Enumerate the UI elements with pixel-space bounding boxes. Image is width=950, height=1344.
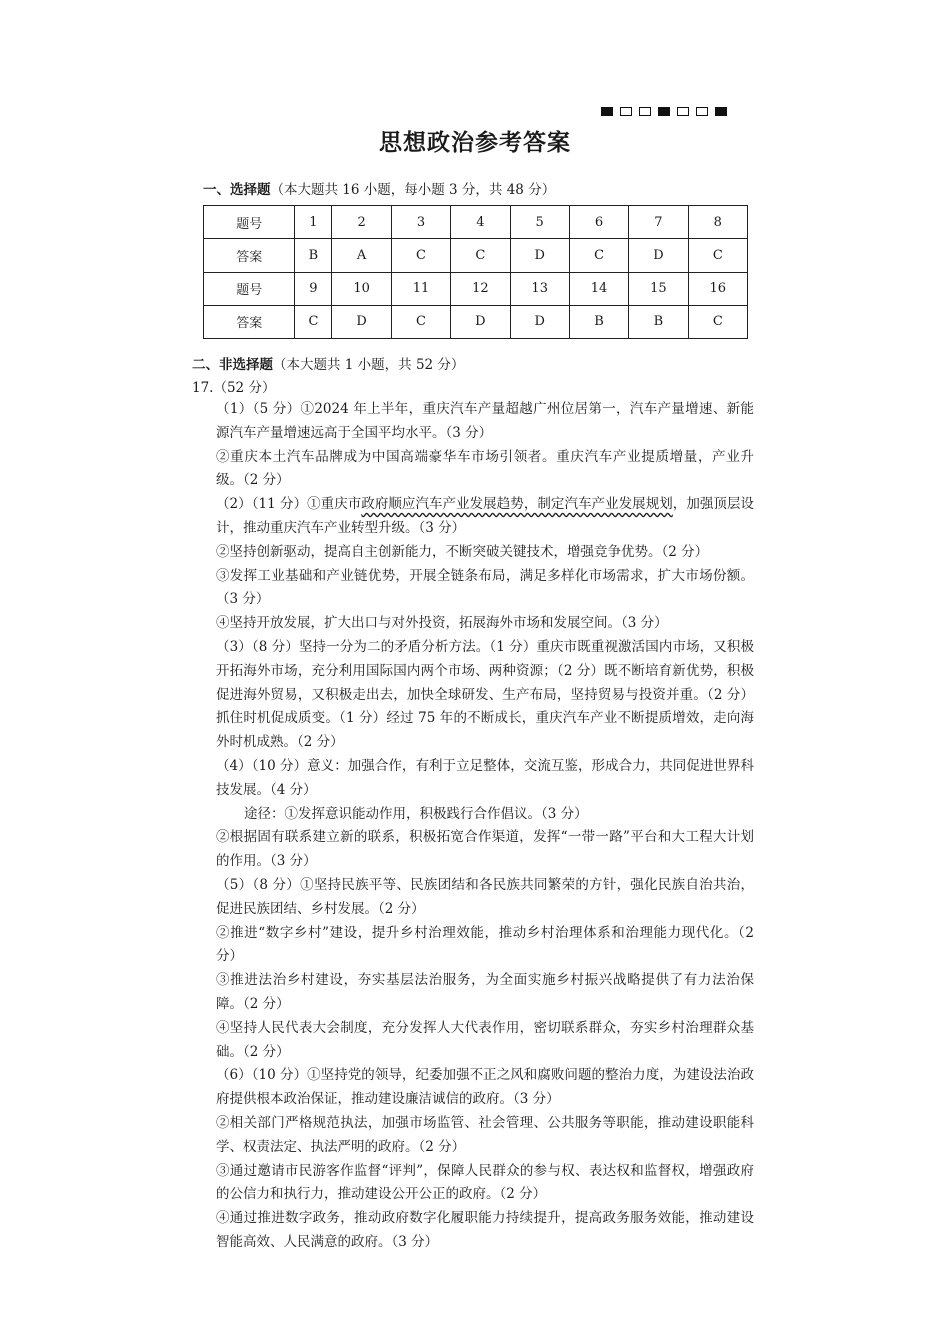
p3-prefix: （2）（11 分）①重庆市 [216,496,362,513]
header-marks [601,107,727,116]
answer-paragraph: ③推进法治乡村建设，夯实基层法治服务，为全面实施乡村振兴战略提供了有力法治保障。（2 分） [216,972,754,1012]
question-17-label: 17.（52 分） [192,380,276,396]
p3-suffix: ，加强顶层设计，推动重庆汽车产业转型升级。（3 分） [216,496,755,536]
answer-paragraph: ④坚持人民代表大会制度，充分发挥人大代表作用，密切联系群众，夯实乡村治理群众基础。（2 分） [216,1019,754,1060]
table-cell: 4 [451,206,510,239]
table-cell: 11 [391,272,450,305]
answer-paragraph: ②相关部门严格规范执法，加强市场监管、社会管理、公共服务等职能，推动建设职能科学、权责法定、执法严明的政府。（2 分） [216,1114,754,1155]
table-cell: A [332,239,391,272]
answer-paragraph: （4）（10 分）意义：加强合作，有利于立足整体，交流互鉴，形成合力，共同促进世界科技发展。（4 分） [216,757,754,798]
mark-empty [677,107,689,116]
table-cell: 16 [688,272,747,305]
mark-filled [601,107,613,116]
table-cell: D [629,239,688,272]
table-cell: D [451,305,510,338]
table-cell: D [510,305,569,338]
table-cell: 15 [629,272,688,305]
answer-paragraph: 途径：①发挥意识能动作用，积极践行合作倡议。（3 分） [244,805,588,822]
row-label-cell: 答案 [204,305,295,338]
wavy-underline-text: 政府顺应汽车产业发展趋势，制定汽车产业发展规划 [361,496,673,513]
table-row [204,272,748,305]
table-cell: C [295,305,332,338]
answer-paragraph: ③发挥工业基础和产业链优势，开展全链条布局，满足多样化市场需求，扩大市场份额。（3 分） [216,567,754,608]
table-cell: C [569,239,628,272]
answer-table [203,205,748,339]
answer-paragraph: ②重庆本土汽车品牌成为中国高端豪华车市场引领者。重庆汽车产业提质增量，产业升级。（2 分） [216,448,754,489]
answer-paragraph: ③通过邀请市民游客作监督“评判”，保障人民群众的参与权、表达权和监督权，增强政府的公信力和执行力，推动建设公开公正的政府。（2 分） [216,1162,754,1203]
table-cell: 8 [688,206,747,239]
answer-paragraph: ②坚持创新驱动，提高自主创新能力，不断突破关键技术，增强竞争优势。（2 分） [216,543,709,560]
table-cell: C [451,239,510,272]
answer-paragraph: ④坚持开放发展，扩大出口与对外投资，拓展海外市场和发展空间。（3 分） [216,615,668,632]
table-cell: 1 [295,206,332,239]
page-title: 思想政治参考答案 [379,129,571,156]
table-cell: C [391,239,450,272]
table-cell: D [510,239,569,272]
section1-title: 一、选择题 [203,182,271,198]
table-cell: C [391,305,450,338]
mark-filled [715,107,727,116]
table-cell: 10 [332,272,391,305]
table-cell: 9 [295,272,332,305]
row-label-cell: 题号 [204,272,295,305]
table-cell: C [688,239,747,272]
answer-paragraph: ④通过推进数字政务，推动政府数字化履职能力持续提升，提高政务服务效能，推动建设智能高效、人民满意的政府。（3 分） [216,1210,754,1250]
section2-heading [192,353,464,373]
section2-title: 二、非选择题 [192,357,273,373]
answer-body [216,398,754,1255]
table-cell: 6 [569,206,628,239]
section1-heading [203,178,555,198]
table-cell: 3 [391,206,450,239]
table-cell: D [332,305,391,338]
table-cell: B [295,239,332,272]
table-cell: B [629,305,688,338]
answer-paragraph: （1）（5 分）①2024 年上半年，重庆汽车产量超越广州位居第一，汽车产量增速、新能源汽车产量增速远高于全国平均水平。（3 分） [216,401,754,441]
table-row [204,305,748,338]
mark-filled [658,107,670,116]
table-cell: 5 [510,206,569,239]
table-cell: 14 [569,272,628,305]
table-row [204,206,748,239]
answer-paragraph: （5）（8 分）①坚持民族平等、民族团结和各民族共同繁荣的方针，强化民族自治共治，促进民族团结、乡村发展。（2 分） [216,876,754,917]
mark-empty [696,107,708,116]
answer-paragraph: （3）（8 分）坚持一分为二的矛盾分析方法。（1 分）重庆市既重视激活国内市场，又积极开拓海外市场，充分利用国际国内两个市场、两种资源；（2 分）既不断培育新优势，积极促进海外贸易，又积极走出去，加快全球研发、生产布局，坚持贸易与投资并重。（2 分）抓住时机促成质变。（1 分）经过 75 年的不断成长，重庆汽车产业不断提质增效，走向海外时机成熟。（2 分） [216,638,754,751]
answer-paragraph: ②根据固有联系建立新的联系，积极拓宽合作渠道，发挥“一带一路”平台和大工程大计划的作用。（3 分） [216,829,754,870]
table-row [204,239,748,272]
table-cell: 12 [451,272,510,305]
section1-note: （本大题共 16 小题，每小题 3 分，共 48 分） [270,182,556,198]
table-cell: 7 [629,206,688,239]
mark-empty [639,107,651,116]
mark-empty [620,107,632,116]
answer-paragraph: ②推进“数字乡村”建设，提升乡村治理效能，推动乡村治理体系和治理能力现代化。（2 分） [216,924,754,965]
table-cell: C [688,305,747,338]
row-label-cell: 题号 [204,206,295,239]
answer-paragraph-underlined [216,493,754,541]
table-cell: 13 [510,272,569,305]
answer-paragraph: （6）（10 分）①坚持党的领导，纪委加强不正之风和腐败问题的整治力度，为建设法治政府提供根本政治保证，推动建设廉洁诚信的政府。（3 分） [216,1067,754,1108]
row-label-cell: 答案 [204,239,295,272]
table-cell: B [569,305,628,338]
table-cell: 2 [332,206,391,239]
section2-note: （本大题共 1 小题，共 52 分） [273,357,465,373]
